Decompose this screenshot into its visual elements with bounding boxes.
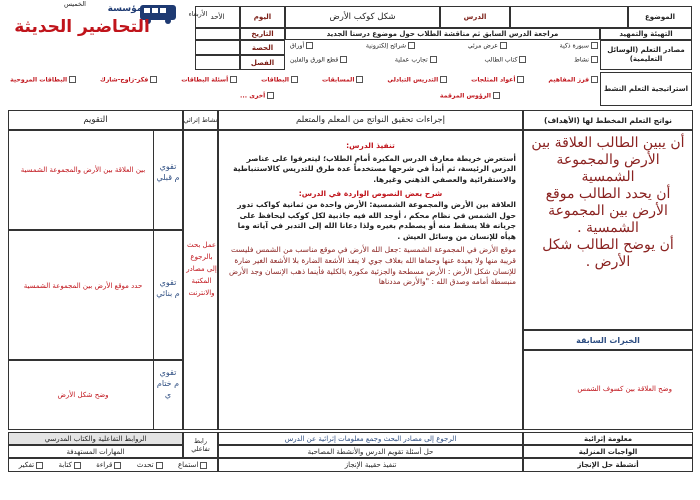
- col-procedures: إجراءات تحقيق النواتج من المعلم والمتعلم: [218, 110, 523, 130]
- enrich-link-label: رابط تفاعلي: [183, 432, 218, 458]
- checkbox[interactable]: [493, 92, 500, 99]
- info-text: الرجوع إلى مصادر البحث وجمع معلومات إثرائية عن الدرس: [218, 432, 523, 445]
- date-value: [195, 28, 240, 40]
- checkbox[interactable]: [440, 76, 447, 83]
- col-outcomes: نواتج التعلم المخطط لها (الأهداف): [523, 110, 693, 130]
- checkbox[interactable]: [156, 462, 163, 469]
- strategy-item: التدريس التبادلي: [387, 76, 447, 86]
- proc-heading: تنفيذ الدرس:: [346, 141, 395, 150]
- checkbox[interactable]: [114, 462, 121, 469]
- checkbox[interactable]: [267, 92, 274, 99]
- assessment-text: وضح شكل الأرض: [57, 391, 109, 399]
- achievement-text: تنفيذ حقيبة الإنجاز: [218, 458, 523, 472]
- day-thursday: الخميس: [64, 0, 86, 8]
- resource-item: نشاط: [574, 56, 598, 66]
- objectives-text: أن يبين الطالب العلاقة بين الأرض والمجموعة الشمسية أن يحدد الطالب موقع الأرض بين المجموعة الشمسية . أن يوضح الطالب شكل الأرض .: [531, 135, 685, 270]
- resource-item: عرض مرئي: [468, 42, 507, 52]
- checkbox[interactable]: [340, 56, 347, 63]
- resource-item: تجارب عملية: [395, 56, 437, 66]
- skills-row: [8, 458, 218, 472]
- period-value: [195, 40, 240, 55]
- class-value: [195, 55, 240, 70]
- achievement-label: أنشطة حل الإنجاز: [523, 458, 693, 472]
- resource-item: شرائح إلكترونية: [366, 42, 415, 52]
- strategy-item: أخرى ...: [240, 92, 274, 102]
- checkbox[interactable]: [430, 56, 437, 63]
- day-label: اليوم: [240, 6, 285, 28]
- checkbox[interactable]: [519, 56, 526, 63]
- logo-small: مؤسسة: [107, 4, 143, 14]
- resource-item: كتاب الطالب: [484, 56, 526, 66]
- lesson-label: الدرس: [440, 6, 510, 28]
- logo: [0, 0, 190, 44]
- assessment-row: [8, 360, 183, 430]
- enrich-link-text[interactable]: الروابط التفاعلية والكتاب المدرسي: [8, 432, 183, 445]
- checkbox[interactable]: [356, 76, 363, 83]
- checkbox[interactable]: [200, 462, 207, 469]
- enrichment-text: عمل بحث بالرجوع إلى مصادر المكتبة والانترنت: [186, 241, 217, 297]
- skill-item: قراءة: [96, 461, 121, 469]
- checkbox[interactable]: [591, 42, 598, 49]
- period-label: الحصة: [240, 40, 285, 55]
- checkbox[interactable]: [150, 76, 157, 83]
- col-assessment: التقويم: [8, 110, 183, 130]
- assessment-type: تقوي م بنائي: [156, 278, 180, 298]
- subject-label: الموضوع: [628, 6, 692, 28]
- resource-item: سبورة ذكية: [560, 42, 598, 52]
- checkbox[interactable]: [36, 462, 43, 469]
- checkbox[interactable]: [306, 42, 313, 49]
- checkbox[interactable]: [74, 462, 81, 469]
- checkbox[interactable]: [408, 42, 415, 49]
- checkbox[interactable]: [230, 76, 237, 83]
- proc-subheading: شرح بعض النصوص الواردة في الدرس:: [298, 189, 443, 199]
- strategy-item: أعواد المثلجات: [471, 76, 524, 86]
- prior-text: وضح العلاقة بين كسوف الشمس: [577, 385, 672, 393]
- strategy-item: الرؤوس المرقمة: [440, 92, 500, 102]
- resources-label: مصادر التعلم (الوسائل التعليمية): [600, 40, 692, 70]
- assessment-row: [8, 230, 183, 360]
- checkbox[interactable]: [500, 42, 507, 49]
- strategy-item: البطاقات المروحية: [10, 76, 76, 86]
- prior-label: الخبرات السابقة: [523, 330, 693, 350]
- checkbox[interactable]: [591, 76, 598, 83]
- class-label: الفصل: [240, 55, 285, 70]
- date-label: التاريخ: [240, 28, 285, 40]
- proc-paragraph-3: موقع الأرض في المجموعة الشمسية :جعل الله الأرض في موقع مناسب من الشمس فليست قريبة منها ولا بعيدة عنها وحماها الله بغلاف جوي لا ينفذ الأشعة الضارة بلا الأشعة الغير ضارة للإنسان شكل الأرض : الأرض مسطحة والجزئية مكورة بالكلية فأينما ذهب الإنسان وجد الأرض منبسطة أمامه وصدق الله : "والأرض مددناها: [229, 245, 516, 287]
- strategy-item: فرز المفاهيم: [548, 76, 598, 86]
- skill-item: كتابة: [59, 461, 81, 469]
- checkbox[interactable]: [517, 76, 524, 83]
- strategy-row-2: [240, 92, 500, 102]
- checkbox[interactable]: [591, 56, 598, 63]
- skill-item: استماع: [178, 461, 207, 469]
- skill-item: تفكير: [19, 461, 43, 469]
- prior-cell: [523, 350, 693, 430]
- homework-text: حل أسئلة تقويم الدرس والأنشطة المصاحبة: [218, 445, 523, 458]
- checkbox[interactable]: [69, 76, 76, 83]
- procedures-cell: [218, 130, 523, 430]
- strategy-item: المسابقات: [322, 76, 364, 86]
- checkbox[interactable]: [291, 76, 298, 83]
- info-label: معلومة إثرائية: [523, 432, 693, 445]
- lesson-value: شكل كوكب الأرض: [285, 6, 440, 28]
- proc-paragraph-1: أستعرض خريطة معارف الدرس المكبرة أمام الطلاب؛ ليتعرفوا على عناصر الدرس الرئيسة، ثم أبدأ في شرحها مستخدماً عدة طرق للتدريس كالاستنباطية والاستقرائية والعصفي الذهني وغيرها.: [233, 153, 516, 184]
- col-enrichment: نشاط إثرائي: [183, 110, 218, 130]
- proc-paragraph-2: العلاقة بين الأرض والمجموعة الشمسية: الأرض واحدة من ثمانية كواكب تدور حول الشمس في نظام محكم ، أوجد الله فيه جاذبية لكل كوكب ليحافظ على جريانه فلا يسقط منه أو يصطدم بغيره ولذا دعانا الله إلى التدبر في آياته وما هيأه للإنسان من وسائل العيش .: [237, 199, 516, 241]
- assessment-type: تقوي م ختام ي: [156, 368, 180, 399]
- subject-value: [510, 6, 628, 28]
- strategy-item: أسئلة البطاقات: [181, 76, 237, 86]
- strategy-label: استراتيجية التعلم النشط: [600, 72, 692, 106]
- day-value: الأحد: [195, 6, 240, 28]
- skills-label: المهارات المستهدفة: [8, 445, 183, 458]
- assessment-text: بين العلاقة بين الأرض والمجموعة الشمسية: [20, 166, 146, 174]
- strategy-item: البطاقات: [261, 76, 298, 86]
- intro-text: مراجعة الدرس السابق ثم مناقشة الطلاب حول موضوع درسنا الجديد: [285, 28, 600, 40]
- assessment-row: [8, 130, 183, 230]
- enrichment-cell: [183, 130, 218, 430]
- skill-item: تحدث: [137, 461, 163, 469]
- objectives-cell: [523, 130, 693, 330]
- resource-item: أوراق: [290, 42, 313, 52]
- resource-item: قطع الورق والفلين: [290, 56, 347, 66]
- resources-row-1: [290, 42, 598, 52]
- resources-row-2: [290, 56, 598, 66]
- assessment-type: تقوي م قبلي: [156, 162, 180, 182]
- strategy-row-1: [10, 76, 598, 86]
- homework-label: الواجبات المنزلية: [523, 445, 693, 458]
- assessment-text: حدد موقع الأرض بين المجموعة الشمسية: [23, 282, 143, 290]
- logo-title: التحاضير الحديثة: [14, 17, 150, 37]
- day-wednesday: الأربعاء: [188, 10, 208, 18]
- strategy-item: فكر-زاوج-شارك: [100, 76, 157, 86]
- intro-label: التهيئة والتمهيد: [600, 28, 692, 40]
